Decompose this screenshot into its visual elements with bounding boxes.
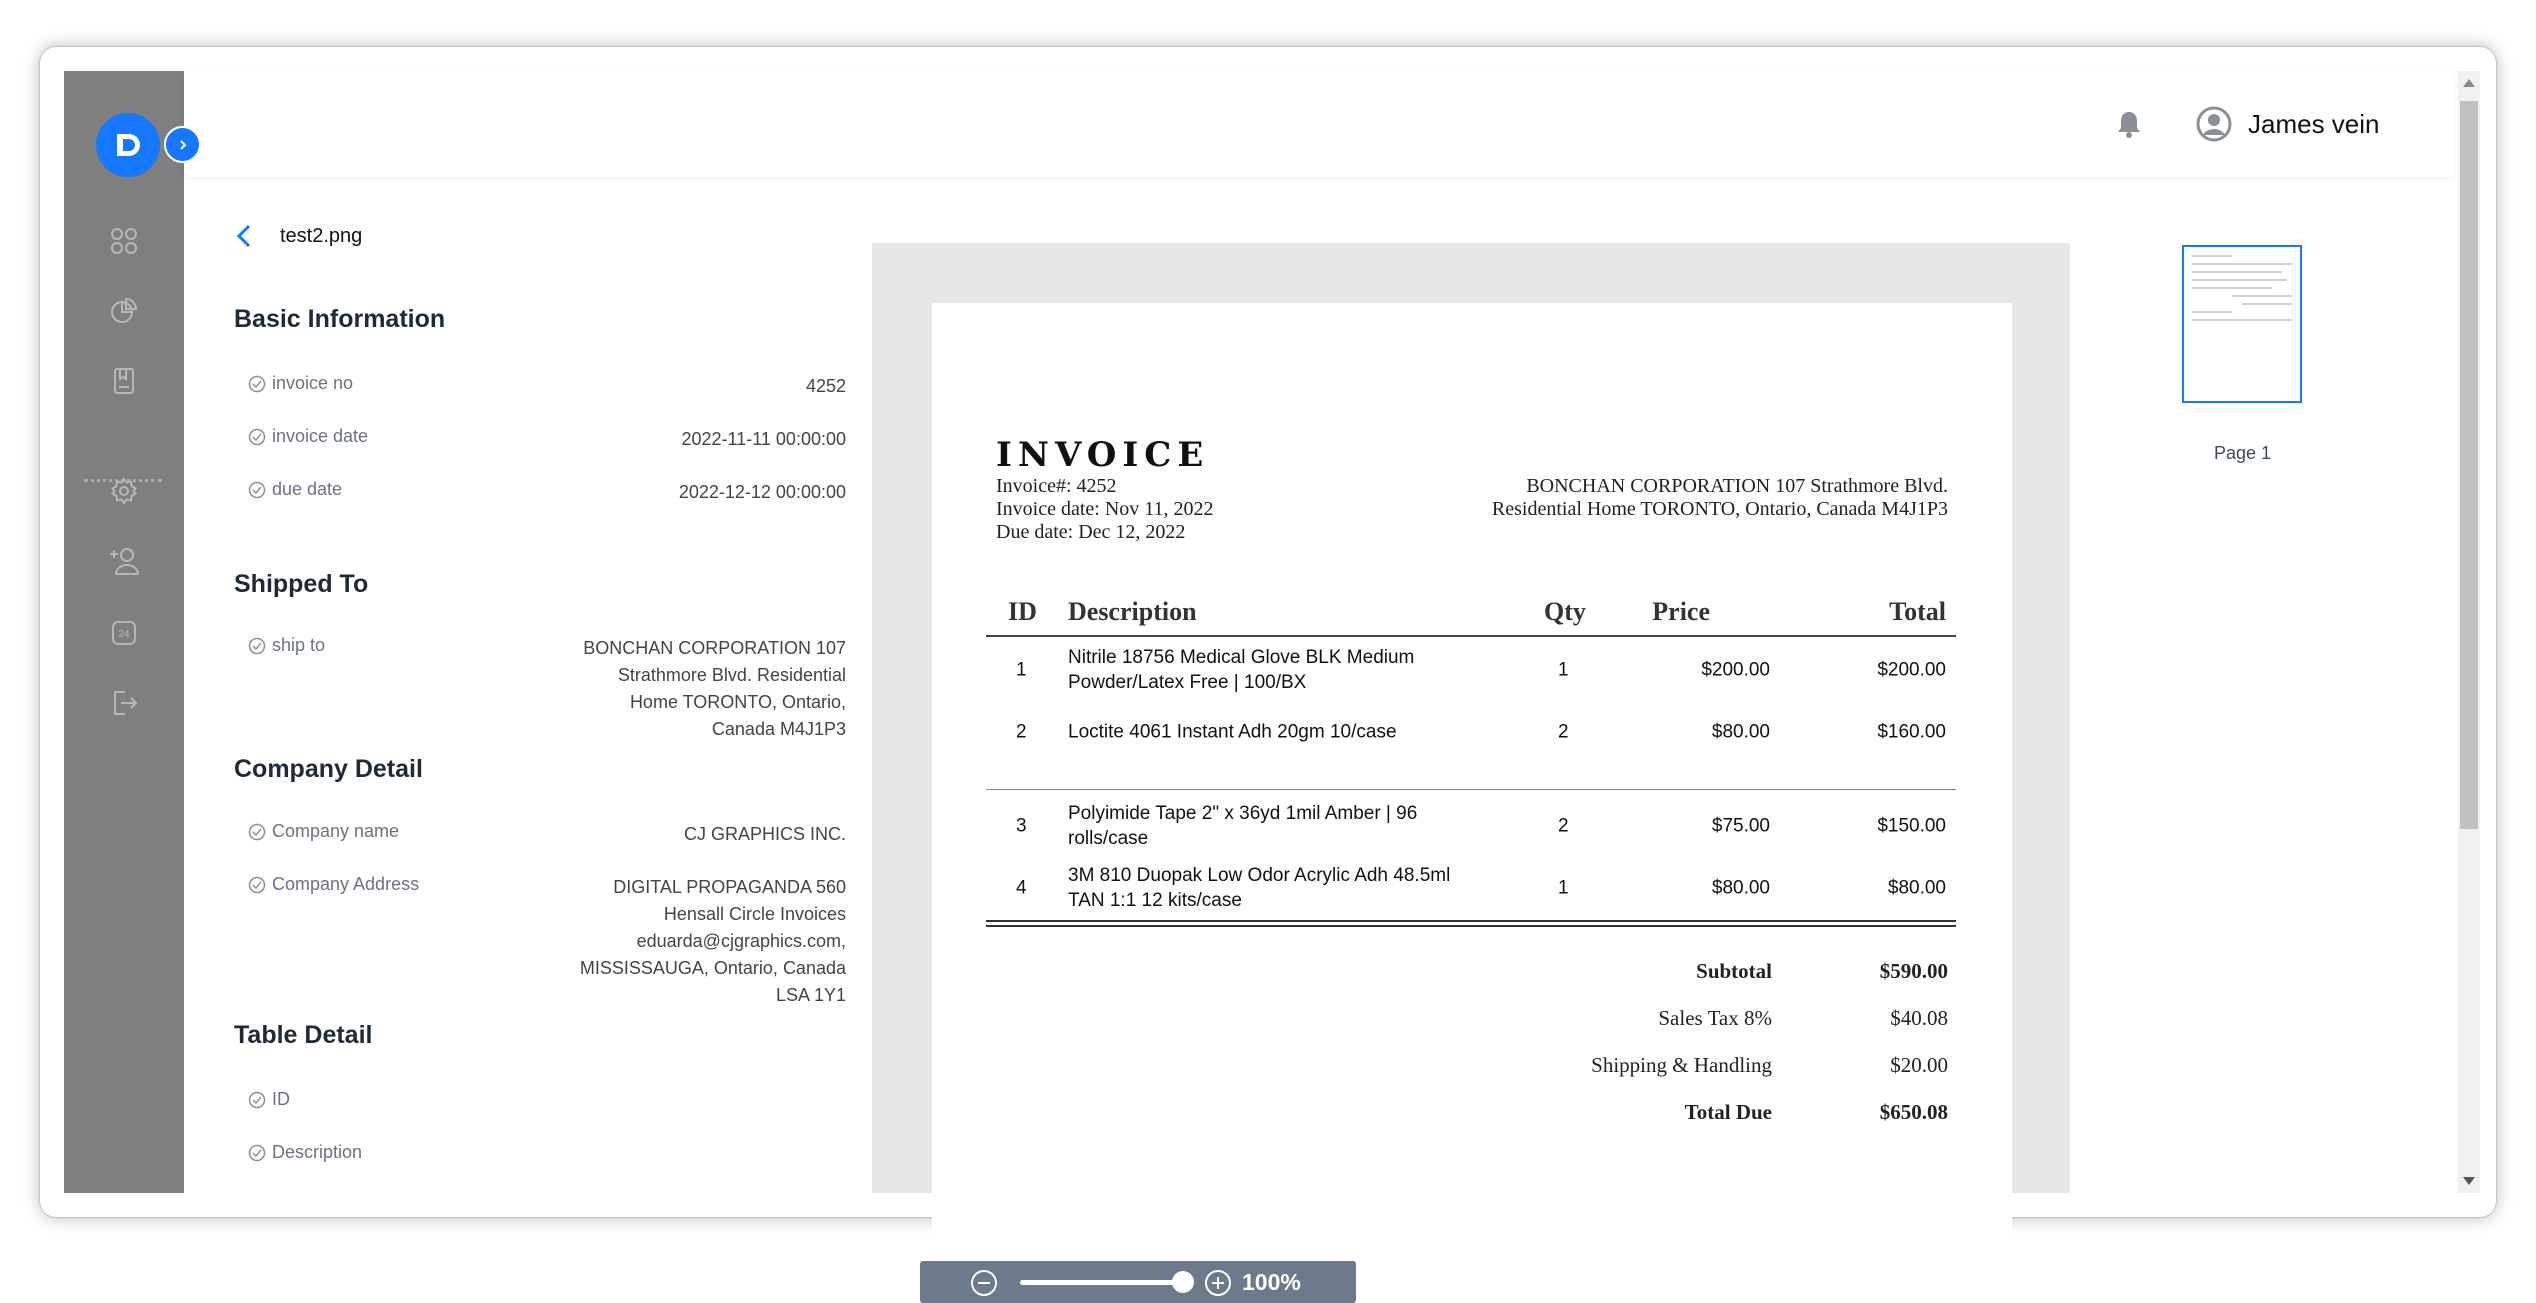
sidebar-item-documents[interactable] (104, 291, 144, 331)
field-label: ID (272, 1089, 290, 1109)
page-thumbnail[interactable] (2182, 245, 2302, 403)
field-label: due date (272, 479, 343, 499)
chevron-left-icon (234, 222, 254, 250)
field-label: ship to (272, 635, 326, 655)
app-logo[interactable] (96, 113, 160, 177)
check-circle-icon (248, 428, 266, 446)
breadcrumb (234, 221, 362, 251)
check-circle-icon (248, 637, 266, 655)
sidebar-item-bookmarks[interactable] (104, 361, 144, 401)
grid-icon (109, 226, 139, 256)
minus-circle-icon (970, 1269, 998, 1297)
col-total: Total (1889, 597, 1946, 626)
col-qty: Qty (1544, 597, 1586, 626)
section-title-basic: Basic Information (234, 305, 446, 333)
sidebar-item-add-user[interactable] (104, 541, 144, 581)
section-title-table: Table Detail (234, 1021, 373, 1049)
field-label: Company name (272, 821, 400, 841)
field-value[interactable]: BONCHAN CORPORATION 107 Strathmore Blvd. Residential Home TORONTO, Ontario, Canada M4J1P3 (583, 638, 846, 739)
table-row: 1 Nitrile 18756 Medical Glove BLK Medium Powder/Latex Free | 100/BX 1 $200.00 $200.00 (1016, 647, 1946, 693)
field-label: invoice no (272, 373, 354, 393)
sidebar-item-logout[interactable] (104, 683, 144, 723)
app-window (40, 47, 2496, 1295)
back-button[interactable] (234, 221, 260, 251)
section-title-company: Company Detail (234, 755, 423, 783)
sidebar-item-settings[interactable] (104, 471, 144, 511)
zoom-level: 100% (1242, 1269, 1301, 1295)
page-thumbnail-label[interactable]: Page 1 (2214, 443, 2272, 463)
zoom-slider-handle[interactable] (1172, 1271, 1194, 1293)
svg-text:24: 24 (118, 629, 130, 640)
user-name: James vein (2248, 108, 2380, 139)
invoice-table-header (986, 597, 1956, 637)
clock-24-icon (109, 618, 139, 648)
col-id: ID (1008, 597, 1037, 626)
check-circle-icon (248, 1091, 266, 1109)
field-label: Description (272, 1142, 363, 1162)
check-circle-icon (248, 375, 266, 393)
check-circle-icon (248, 823, 266, 841)
vertical-scrollbar[interactable] (2458, 71, 2480, 1193)
gear-icon (109, 476, 139, 506)
field-value[interactable]: DIGITAL PROPAGANDA 560 Hensall Circle Invoices eduarda@cjgraphics.com, MISSISSAUGA, Ontario, Canada LSA 1Y1 (579, 877, 846, 1005)
sidebar (64, 71, 184, 1193)
top-header (184, 71, 2454, 177)
field-value[interactable]: CJ GRAPHICS INC. (683, 824, 846, 844)
document-viewer[interactable] (872, 243, 2070, 1295)
sidebar-item-24h[interactable] (104, 613, 144, 653)
field-value[interactable]: 4252 (805, 376, 846, 396)
logo-d-icon (111, 128, 145, 162)
user-menu[interactable] (2196, 103, 2380, 145)
avatar (2196, 106, 2232, 142)
table-divider (986, 789, 1956, 790)
zoom-control (920, 1261, 1356, 1303)
field-value[interactable]: 2022-11-11 00:00:00 (681, 429, 846, 449)
check-circle-icon (248, 876, 266, 894)
field-label: invoice date (272, 426, 369, 446)
field-label: Company Address (272, 874, 420, 894)
check-circle-icon (248, 481, 266, 499)
check-circle-icon (248, 1144, 266, 1162)
table-row: 4 3M 810 Duopak Low Odor Acrylic Adh 48.5ml TAN 1:1 12 kits/case 1 $80.00 $80.00 (1016, 865, 1946, 911)
scrollbar-thumb[interactable] (2460, 101, 2478, 829)
notifications-button[interactable] (2112, 107, 2146, 141)
table-footer-rule (986, 920, 1956, 927)
invoice-address: BONCHAN CORPORATION 107 Strathmore Blvd. Residential Home TORONTO, Ontario, Canada M4J1P3 (1491, 475, 1948, 520)
sidebar-expand-button[interactable] (164, 126, 201, 163)
col-description: Description (1068, 597, 1197, 626)
document-pie-icon (109, 296, 139, 326)
field-value[interactable]: 2022-12-12 00:00:00 (678, 482, 846, 502)
table-row: 3 Polyimide Tape 2" x 36yd 1mil Amber | 96 rolls/case 2 $75.00 $150.00 (1016, 803, 1946, 849)
sidebar-item-dashboard[interactable] (104, 221, 144, 261)
plus-circle-icon (1204, 1269, 1232, 1297)
app-content (64, 71, 2480, 1295)
col-price: Price (1652, 597, 1710, 626)
bell-icon (2112, 107, 2146, 141)
table-row: 2 Loctite 4061 Instant Adh 20gm 10/case 2 $80.00 $160.00 (1016, 721, 1946, 743)
scroll-down-arrow[interactable] (2463, 1177, 2475, 1185)
chevron-right-icon (176, 138, 190, 152)
add-user-icon (108, 546, 140, 576)
invoice-page: INVOICE Invoice#: 4252 Invoice date: Nov 11, 2022 Due date: Dec 12, 2022 BONCHAN CORPORATION 107 Strathmore Blvd. Residential Home TORONTO, Ontario, Canada M4J1P3 ID Description Qty Price Total 1 Nitrile 18756 Medical Glove BLK Medium Powder/Latex Free | 100/BX 1 $200.00 $200.00 2 Loctite 4061 Instant Adh 20gm 10/case 2 $80.00 $160.00 3 Polyimide Tape 2" x 36yd 1mil Amber | 96 rolls/case 2 $75.00 $150.00 4 3M 810 Duopak Low Odor Acrylic Adh 48.5ml TAN 1:1 12 kits/case 1 $80.00 $80.00 Subtotal $590.00 Sales Tax 8% $40.08 Shipping & Handling $20.00 Total Due $650.08 (932, 303, 2012, 1293)
section-title-shipped: Shipped To (234, 570, 369, 598)
file-name: test2.png (280, 224, 363, 247)
zoom-out-button[interactable] (970, 1269, 998, 1297)
zoom-slider-track[interactable] (1020, 1280, 1180, 1285)
zoom-in-button[interactable] (1204, 1269, 1232, 1297)
invoice-meta: Invoice#: 4252 Invoice date: Nov 11, 2022 Due date: Dec 12, 2022 (996, 475, 1214, 543)
notebook-icon (109, 366, 139, 396)
scroll-up-arrow[interactable] (2463, 79, 2475, 87)
logout-icon (109, 688, 139, 718)
invoice-title: INVOICE (996, 435, 1210, 475)
